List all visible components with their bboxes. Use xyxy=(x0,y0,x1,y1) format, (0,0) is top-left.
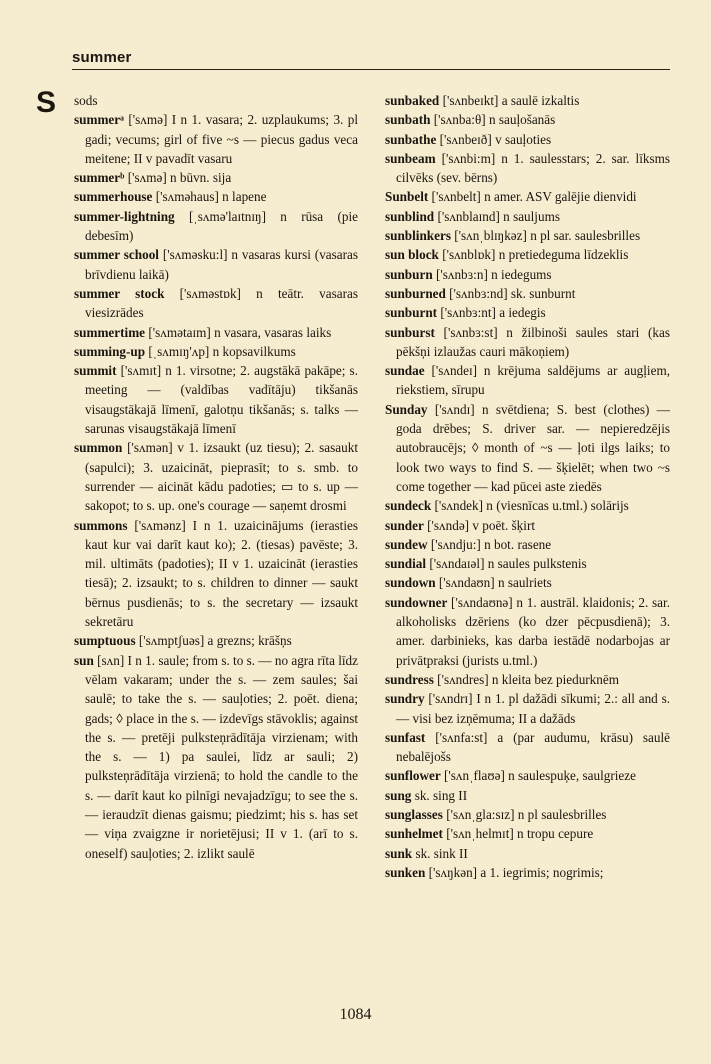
entry-headword: sun xyxy=(74,652,94,668)
entry-headword: sunburnt xyxy=(385,305,438,321)
entry-headword: summerhouse xyxy=(74,189,153,205)
entry-definition: ['sʌmə] I n 1. vasara; 2. uzplaukums; 3. pl gadi; vecums; girl of five ~s — piecus gadus veca meitene; II v pavadīt vasaru xyxy=(85,112,358,166)
entry-definition: ['sʌnblaɪnd] n sauljums xyxy=(434,208,560,224)
dictionary-entry xyxy=(385,130,670,149)
left-column xyxy=(74,91,358,863)
entry-definition: ['sʌmə] n būvn. sija xyxy=(124,170,232,186)
entry-headword: sunbathe xyxy=(385,131,437,147)
dictionary-entry xyxy=(385,516,670,535)
entry-definition: ['sʌmətaɪm] n vasara, vasaras laiks xyxy=(145,324,332,340)
dictionary-entry xyxy=(74,361,358,438)
dictionary-entry xyxy=(385,265,670,284)
section-letter: S xyxy=(36,86,57,119)
entry-headword: sunbaked xyxy=(385,93,440,108)
dictionary-entry xyxy=(74,631,358,650)
entry-definition: sk. sink II xyxy=(412,845,468,861)
entry-headword: Sunday xyxy=(385,401,428,417)
entry-headword: sundry xyxy=(385,691,425,707)
dictionary-entry xyxy=(74,438,358,515)
entry-definition: ['sʌndek] n (viesnīcas u.tml.) solārijs xyxy=(431,498,629,514)
entry-headword: sundeck xyxy=(385,498,432,514)
entry-headword: sunblind xyxy=(385,208,435,224)
dictionary-entry xyxy=(385,728,670,767)
right-column xyxy=(385,91,670,882)
entry-definition: [sʌn] I n 1. saule; from s. to s. — no agra rīta līdz vēlam vakaram; under the s. — zem saules; šai saulē; to take the s. — sauļoties; 2. poēt. diena; gads; ◊ place in the s. — izdevīgs stāvoklis; against the s. — pretēji pulksteņrādītāja virzienam; with the s. — 1) pa saulei, līdz ar sauli; 2) pulksteņrādītāja virzienā; to hold the candle to the s. — darīt kaut ko pilnīgi nevajadzīgu; to see the s. — ieraudzīt dienas gaismu; piedzimt; his s. has set — viņa zvaigzne ir norietējusi; II v 1. (arī to s. oneself) sauļoties; 2. izlikt saulē xyxy=(85,652,358,861)
entry-headword: sumptuous xyxy=(74,633,136,649)
entry-definition: ['sʌndaɪəl] n saules pulkstenis xyxy=(426,556,587,572)
dictionary-entry xyxy=(385,400,670,496)
header-rule xyxy=(72,69,670,70)
entry-definition: ['sʌŋkən] a 1. iegrimis; nogrimis; xyxy=(425,864,604,880)
entry-headword: sunbath xyxy=(385,112,431,128)
entry-headword: sunbeam xyxy=(385,150,436,166)
dictionary-entry xyxy=(74,516,358,632)
entry-definition: ['sʌnblɒk] n pretiedeguma līdzeklis xyxy=(438,247,629,263)
entry-definition: ['sʌməstɒk] n teātr. vasaras viesizrādes xyxy=(85,285,358,321)
dictionary-entry xyxy=(385,844,670,863)
dictionary-entry xyxy=(74,91,358,110)
entry-headword: sunflower xyxy=(385,768,441,784)
dictionary-entry xyxy=(385,284,670,303)
entry-headword: sunburn xyxy=(385,266,433,282)
entry-definition: sk. sing II xyxy=(411,787,468,803)
dictionary-entry xyxy=(385,149,670,188)
entry-definition: ['sʌməhaus] n lapene xyxy=(152,189,267,205)
dictionary-entry xyxy=(385,226,670,245)
entry-definition: ['sʌnˌgla:sɪz] n pl saulesbrilles xyxy=(442,806,607,822)
dictionary-entry xyxy=(74,168,358,187)
entry-definition: ['sʌnba:θ] n sauļošanās xyxy=(430,112,556,128)
entry-headword: sundew xyxy=(385,536,428,552)
entry-definition: sods xyxy=(74,93,98,108)
entry-definition: ['sʌnbɜ:nd] sk. sunburnt xyxy=(445,285,576,301)
dictionary-entry xyxy=(385,805,670,824)
entry-headword: summer stock xyxy=(74,285,165,301)
entry-definition: ['sʌnbɜ:nt] a iedegis xyxy=(437,305,546,321)
entry-definition: ['sʌnbeɪkt] a saulē izkaltis xyxy=(439,93,580,108)
entry-headword: summons xyxy=(74,517,128,533)
dictionary-entry xyxy=(385,786,670,805)
entry-definition: ['sʌndeɪ] n krējuma saldējums ar augļiem, riekstiem, sīrupu xyxy=(396,363,670,398)
dictionary-entry xyxy=(385,187,670,206)
entry-headword: summing-up xyxy=(74,343,146,359)
entry-definition: ['sʌnbɜ:n] n iedegums xyxy=(432,266,552,282)
entry-headword: sunglasses xyxy=(385,806,443,822)
dictionary-entry xyxy=(74,323,358,342)
entry-definition: ['sʌmən] v 1. izsaukt (uz tiesu); 2. sasaukt (sapulci); 3. uzaicināt, pieprasīt; to s. smb. to surrender — aicināt kādu padoties; ▭ to s. up — sakopot; to s. up. one's courage — saņemt drosmi xyxy=(85,440,358,514)
entry-headword: summon xyxy=(74,440,123,456)
entry-definition: ['sʌnˌhelmɪt] n tropu cepure xyxy=(442,826,594,842)
running-head: summer xyxy=(72,49,132,66)
dictionary-entry xyxy=(385,303,670,322)
entry-definition: ['sʌndrɪ] I n 1. pl dažādi sīkumi; 2.: all and s. — visi bez izņēmuma; II a dažāds xyxy=(396,691,670,726)
entry-definition: ['sʌndaʊn] n saulriets xyxy=(435,575,552,591)
entry-definition: ['sʌndres] n kleita bez piedurknēm xyxy=(433,671,619,687)
dictionary-entry xyxy=(385,361,670,400)
entry-headword: sundial xyxy=(385,556,427,572)
entry-headword: sundress xyxy=(385,671,434,687)
dictionary-entry xyxy=(74,207,358,246)
entry-headword: summerᵇ xyxy=(74,170,125,186)
dictionary-entry xyxy=(74,187,358,206)
dictionary-entry xyxy=(385,573,670,592)
entry-headword: Sunbelt xyxy=(385,189,429,205)
dictionary-entry xyxy=(74,342,358,361)
dictionary-entry xyxy=(385,496,670,515)
dictionary-entry xyxy=(385,593,670,670)
entry-definition: ['sʌnbɜ:st] n žilbinoši saules stari (kas pēkšņi izlaužas cauri mākoņiem) xyxy=(396,324,670,359)
dictionary-entry xyxy=(385,535,670,554)
entry-headword: sunburst xyxy=(385,324,435,340)
entry-headword: sunfast xyxy=(385,729,426,745)
dictionary-entry xyxy=(74,284,358,323)
entry-headword: summertime xyxy=(74,324,146,340)
entry-definition: ['sʌnbelt] n amer. ASV galējie dienvidi xyxy=(428,189,637,205)
entry-definition: ['sʌmənz] I n 1. uzaicinājums (ierasties kaut kur vai darīt kaut ko); 2. (tiesas) pavēste; 3. mil. ultimāts (padoties); II v 1. uzaicināt (ierasties tiesā); 2. izsaukt; to s. children to dinner — saukt bērnus pusdienās; to s. the secretary — izsaukt sekretāru xyxy=(85,517,358,630)
entry-headword: sunblinkers xyxy=(385,228,451,244)
dictionary-entry xyxy=(385,689,670,728)
entry-definition: ['sʌnbeɪð] v sauļoties xyxy=(436,131,552,147)
entry-headword: sun block xyxy=(385,247,439,263)
entry-definition: ['sʌnˌflaʊə] n saulespuķe, saulgrieze xyxy=(440,768,636,784)
dictionary-entry xyxy=(385,110,670,129)
entry-headword: sunken xyxy=(385,864,426,880)
dictionary-entry xyxy=(74,651,358,863)
entry-headword: sundown xyxy=(385,575,436,591)
entry-headword: sung xyxy=(385,787,412,803)
entry-definition: ['sʌnˌblɪŋkəz] n pl sar. saulesbrilles xyxy=(450,228,641,244)
dictionary-entry xyxy=(385,323,670,362)
dictionary-entry xyxy=(385,554,670,573)
dictionary-entry xyxy=(385,863,670,882)
dictionary-entry xyxy=(385,766,670,785)
dictionary-entry xyxy=(385,207,670,226)
dictionary-entry xyxy=(385,670,670,689)
entry-definition: ['sʌndə] v poēt. šķirt xyxy=(423,517,535,533)
entry-definition: ['sʌndaʊnə] n 1. austrāl. klaidonis; 2. sar. alkoholisks dzēriens (ko dzer pēcpusdienā); 3. amer. darbinieks, kas darba iestādē nodarbojas ar privātpraksi (jurists u.tml.) xyxy=(396,594,670,668)
entry-headword: summer school xyxy=(74,247,159,263)
entry-definition: [ˌsʌmə'laɪtnɪŋ] n rūsa (pie debesīm) xyxy=(85,208,358,244)
dictionary-entry xyxy=(74,245,358,284)
entry-definition: [ˌsʌmɪŋ'ʌp] n kopsavilkums xyxy=(145,343,296,359)
entry-headword: sundae xyxy=(385,363,425,379)
dictionary-entry xyxy=(385,824,670,843)
entry-headword: summer-lightning xyxy=(74,208,175,224)
entry-headword: sunhelmet xyxy=(385,826,443,842)
entry-definition: ['sʌnbi:m] n 1. saulesstars; 2. sar. līksms cilvēks (sev. bērns) xyxy=(396,150,670,186)
entry-definition: ['sʌnfa:st] a (par audumu, krāsu) saulē nebalējošs xyxy=(396,729,670,765)
page-number: 1084 xyxy=(339,1006,372,1023)
entry-headword: summit xyxy=(74,363,117,379)
entry-headword: sunk xyxy=(385,845,413,861)
entry-definition: ['sʌmɪt] n 1. virsotne; 2. augstākā pakāpe; s. meeting — (valdības vadītāju) tikšanās visaugstākajā līmenī, galotņu tikšanās; s. talks — sarunas visaugstākajā līmenī xyxy=(85,363,358,437)
entry-definition: ['sʌndɪ] n svētdiena; S. best (clothes) — goda drēbes; S. driver sar. — nepieredzējis autobraucējs; ◊ month of ~s — ļoti ilgs laiks; to look two ways to find S. — šķielēt; when two ~s come together — kad pūcei aste ziedēs xyxy=(396,401,670,494)
entry-headword: sundowner xyxy=(385,594,448,610)
entry-headword: summerᵃ xyxy=(74,112,124,128)
dictionary-entry xyxy=(74,110,358,168)
dictionary-entry xyxy=(385,91,670,110)
entry-definition: ['sʌmptʃuəs] a grezns; krāšņs xyxy=(135,633,292,649)
entry-headword: sunburned xyxy=(385,285,446,301)
entry-headword: sunder xyxy=(385,517,424,533)
entry-definition: ['sʌndju:] n bot. rasene xyxy=(427,536,552,552)
dictionary-entry xyxy=(385,245,670,264)
entry-definition: ['sʌməsku:l] n vasaras kursi (vasaras brīvdienu laikā) xyxy=(85,247,359,282)
